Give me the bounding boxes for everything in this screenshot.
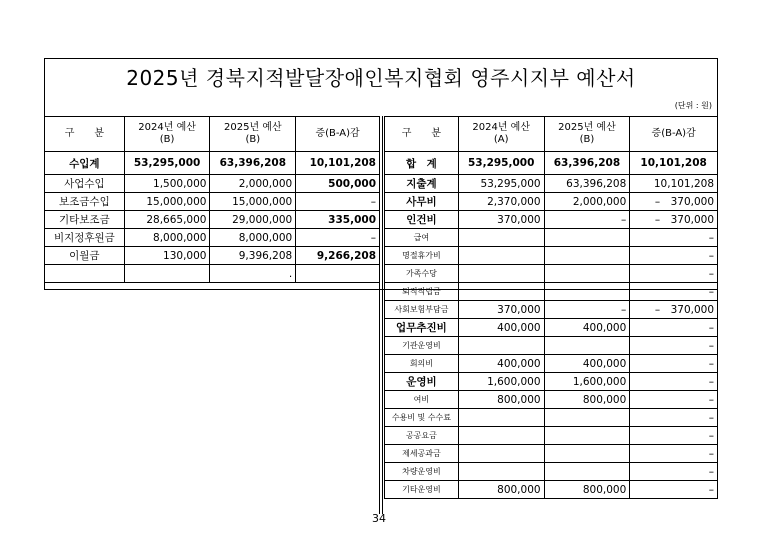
- expense-label-cell: 지출계: [385, 175, 459, 193]
- expense-row: [385, 373, 718, 391]
- income-v2-cell: 29,000,000: [210, 211, 296, 229]
- expense-label-cell: 사회보험부담금: [385, 301, 459, 319]
- income-label-cell: 보조금수입: [45, 193, 125, 211]
- income-label-cell: 사업수입: [45, 175, 125, 193]
- expense-v3-cell: –: [630, 247, 718, 265]
- income-v2-cell: .: [210, 265, 296, 283]
- income-v1-cell: 53,295,000: [124, 152, 210, 175]
- expense-v2-cell: [544, 337, 630, 355]
- expense-row: [385, 391, 718, 409]
- expense-row: [385, 427, 718, 445]
- income-v1-cell: 130,000: [124, 247, 210, 265]
- expense-v3-cell: –: [630, 445, 718, 463]
- expense-v3-cell: –: [630, 319, 718, 337]
- expense-v2-cell: 400,000: [544, 355, 630, 373]
- expense-row: [385, 445, 718, 463]
- expense-v1-cell: 1,600,000: [458, 373, 544, 391]
- expense-v1-cell: 53,295,000: [458, 175, 544, 193]
- expense-label-cell: 명절휴가비: [385, 247, 459, 265]
- expense-v3-cell: –: [630, 463, 718, 481]
- budget-document: [44, 58, 718, 514]
- expense-v2-cell: 400,000: [544, 319, 630, 337]
- expense-v2-cell: [544, 247, 630, 265]
- expense-row: [385, 152, 718, 175]
- expense-table: [384, 116, 718, 499]
- expense-v2-cell: 800,000: [544, 481, 630, 499]
- expense-v1-cell: [458, 265, 544, 283]
- income-row: [45, 229, 380, 247]
- expense-label-cell: 제세공과금: [385, 445, 459, 463]
- income-v2-cell: 15,000,000: [210, 193, 296, 211]
- expense-label-cell: 수용비 및 수수료: [385, 409, 459, 427]
- expense-v1-cell: [458, 427, 544, 445]
- table-divider: [379, 116, 380, 514]
- expense-v1-cell: [458, 463, 544, 481]
- expense-v2-cell: [544, 283, 630, 301]
- header-category: 구 분: [385, 117, 459, 152]
- expense-v1-cell: [458, 247, 544, 265]
- income-label-cell: [45, 265, 125, 283]
- document-title: 2025년 경북지적발달장애인복지협회 영주시지부 예산서: [126, 66, 636, 90]
- expense-label-cell: 여비: [385, 391, 459, 409]
- expense-v1-cell: 2,370,000: [458, 193, 544, 211]
- income-v1-cell: 28,665,000: [124, 211, 210, 229]
- header-difference: 증(B-A)감: [630, 117, 718, 152]
- expense-v2-cell: [544, 409, 630, 427]
- expense-v1-cell: [458, 409, 544, 427]
- expense-v2-cell: 63,396,208: [544, 152, 630, 175]
- expense-v1-cell: 400,000: [458, 319, 544, 337]
- table-divider: [382, 116, 383, 514]
- expense-row: [385, 193, 718, 211]
- header-category: 구 분: [45, 117, 125, 152]
- expense-v2-cell: [544, 229, 630, 247]
- income-v1-cell: [124, 265, 210, 283]
- expense-v2-cell: [544, 463, 630, 481]
- expense-v1-cell: 370,000: [458, 301, 544, 319]
- expense-row: [385, 481, 718, 499]
- expense-label-cell: 인건비: [385, 211, 459, 229]
- income-v3-cell: 500,000: [296, 175, 380, 193]
- expense-v1-cell: [458, 337, 544, 355]
- income-v2-cell: 63,396,208: [210, 152, 296, 175]
- expense-v2-cell: [544, 265, 630, 283]
- expense-label-cell: 업무추진비: [385, 319, 459, 337]
- expense-v1-cell: 800,000: [458, 391, 544, 409]
- expense-v3-cell: –: [630, 283, 718, 301]
- header-2025-budget: 2025년 예산 (B): [210, 117, 296, 152]
- income-v1-cell: 15,000,000: [124, 193, 210, 211]
- expense-v2-cell: –: [544, 211, 630, 229]
- expense-label-cell: 차량운영비: [385, 463, 459, 481]
- expense-v1-cell: [458, 445, 544, 463]
- expense-v2-cell: –: [544, 301, 630, 319]
- income-v3-cell: 335,000: [296, 211, 380, 229]
- expense-label-cell: 급여: [385, 229, 459, 247]
- income-v2-cell: 9,396,208: [210, 247, 296, 265]
- income-label-cell: 기타보조금: [45, 211, 125, 229]
- expense-row: [385, 301, 718, 319]
- income-row: [45, 175, 380, 193]
- income-table: [44, 116, 380, 283]
- expense-row: [385, 211, 718, 229]
- expense-row: [385, 337, 718, 355]
- expense-row: [385, 247, 718, 265]
- expense-v1-cell: 400,000: [458, 355, 544, 373]
- expense-v3-cell: –: [630, 265, 718, 283]
- expense-row: [385, 175, 718, 193]
- income-v2-cell: 2,000,000: [210, 175, 296, 193]
- expense-v3-cell: –: [630, 391, 718, 409]
- expense-v2-cell: [544, 445, 630, 463]
- expense-label-cell: 운영비: [385, 373, 459, 391]
- expense-v3-cell: –: [630, 481, 718, 499]
- expense-v3-cell: –: [630, 427, 718, 445]
- expense-label-cell: 퇴직적립금: [385, 283, 459, 301]
- expense-v1-cell: [458, 229, 544, 247]
- expense-v1-cell: 800,000: [458, 481, 544, 499]
- income-row: [45, 211, 380, 229]
- expense-row: [385, 265, 718, 283]
- income-row: [45, 193, 380, 211]
- header-difference: 증(B-A)감: [296, 117, 380, 152]
- unit-label: (단위 : 원): [674, 101, 712, 110]
- income-label-cell: 비지정후원금: [45, 229, 125, 247]
- income-v1-cell: 8,000,000: [124, 229, 210, 247]
- income-v3-cell: [296, 265, 380, 283]
- expense-v2-cell: 63,396,208: [544, 175, 630, 193]
- income-label-cell: 이월금: [45, 247, 125, 265]
- expense-row: [385, 283, 718, 301]
- expense-v3-cell: 10,101,208: [630, 152, 718, 175]
- expense-row: [385, 229, 718, 247]
- income-v3-cell: 10,101,208: [296, 152, 380, 175]
- expense-v2-cell: [544, 427, 630, 445]
- expense-v2-cell: 2,000,000: [544, 193, 630, 211]
- expense-v3-cell: – 370,000: [630, 193, 718, 211]
- income-row: [45, 152, 380, 175]
- expense-v1-cell: 370,000: [458, 211, 544, 229]
- expense-label-cell: 공공요금: [385, 427, 459, 445]
- expense-label-cell: 사무비: [385, 193, 459, 211]
- expense-v2-cell: 800,000: [544, 391, 630, 409]
- expense-row: [385, 409, 718, 427]
- income-v3-cell: 9,266,208: [296, 247, 380, 265]
- expense-v3-cell: –: [630, 229, 718, 247]
- header-2025-budget: 2025년 예산 (B): [544, 117, 630, 152]
- income-v1-cell: 1,500,000: [124, 175, 210, 193]
- expense-label-cell: 회의비: [385, 355, 459, 373]
- expense-v1-cell: [458, 283, 544, 301]
- header-2024-budget: 2024년 예산 (B): [124, 117, 210, 152]
- expense-label-cell: 가족수당: [385, 265, 459, 283]
- expense-v3-cell: 10,101,208: [630, 175, 718, 193]
- expense-v3-cell: – 370,000: [630, 301, 718, 319]
- income-header-row: [45, 117, 380, 152]
- expense-v1-cell: 53,295,000: [458, 152, 544, 175]
- expense-label-cell: 기타운영비: [385, 481, 459, 499]
- expense-v3-cell: –: [630, 355, 718, 373]
- page-number: 34: [372, 512, 386, 525]
- expense-v3-cell: –: [630, 337, 718, 355]
- income-label-cell: 수입계: [45, 152, 125, 175]
- expense-row: [385, 319, 718, 337]
- expense-label-cell: 합 계: [385, 152, 459, 175]
- expense-v2-cell: 1,600,000: [544, 373, 630, 391]
- income-v2-cell: 8,000,000: [210, 229, 296, 247]
- header-2024-budget: 2024년 예산 (A): [458, 117, 544, 152]
- income-row: [45, 247, 380, 265]
- expense-label-cell: 기관운영비: [385, 337, 459, 355]
- expense-row: [385, 463, 718, 481]
- expense-v3-cell: – 370,000: [630, 211, 718, 229]
- expense-v3-cell: –: [630, 373, 718, 391]
- income-v3-cell: –: [296, 193, 380, 211]
- expense-header-row: [385, 117, 718, 152]
- expense-row: [385, 355, 718, 373]
- income-v3-cell: –: [296, 229, 380, 247]
- income-row: [45, 265, 380, 283]
- expense-v3-cell: –: [630, 409, 718, 427]
